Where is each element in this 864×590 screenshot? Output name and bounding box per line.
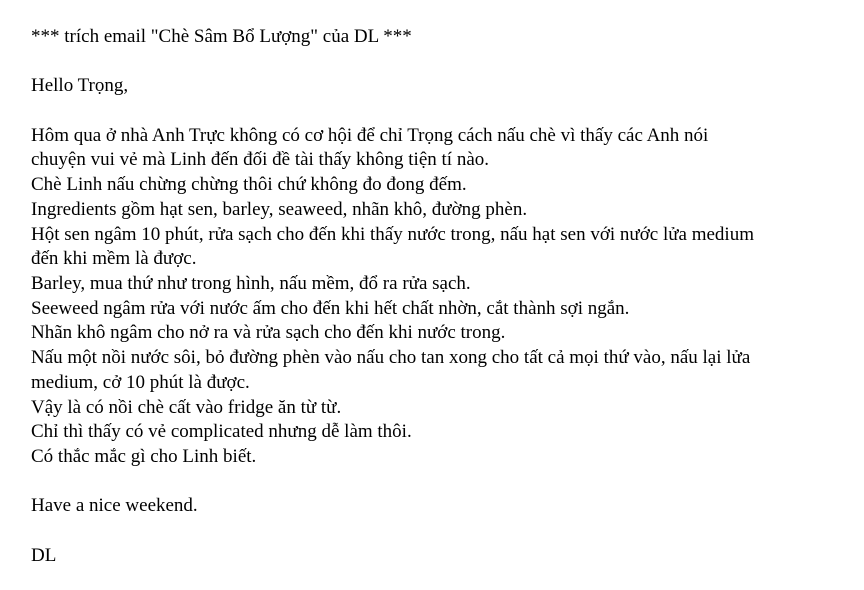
body-line: Vậy là có nồi chè cất vào fridge ăn từ từ.: [31, 396, 342, 418]
body-line: Nấu một nồi nước sôi, bỏ đường phèn vào nấu cho tan xong cho tất cả mọi thứ vào, nấu lại lửa: [31, 347, 751, 369]
greeting: Hello Trọng,: [31, 75, 129, 97]
blank-line: [31, 470, 861, 495]
email-document: [31, 25, 861, 568]
body-line: Chỉ thì thấy có vẻ complicated nhưng dễ làm thôi.: [31, 421, 412, 443]
blank-line: [31, 50, 861, 75]
body-line: Có thắc mắc gì cho Linh biết.: [31, 445, 257, 467]
email-body: [31, 124, 861, 470]
body-line: Chè Linh nấu chừng chừng thôi chứ không đo đong đếm.: [31, 174, 467, 196]
blank-line: [31, 519, 861, 544]
body-line: Barley, mua thứ như trong hình, nấu mềm, đổ ra rửa sạch.: [31, 273, 471, 294]
closing: Have a nice weekend.: [31, 495, 198, 517]
body-line: medium, cở 10 phút là được.: [31, 371, 250, 393]
blank-line: [31, 99, 861, 124]
body-line: chuyện vui vẻ mà Linh đến đối đề tài thấy không tiện tí nào.: [31, 149, 490, 171]
body-line: Seeweed ngâm rửa với nước ấm cho đến khi hết chất nhờn, cắt thành sợi ngắn.: [31, 297, 630, 319]
body-line: đến khi mềm là được.: [31, 248, 197, 270]
email-header: *** trích email "Chè Sâm Bổ Lượng" của DL ***: [31, 26, 412, 47]
body-line: Hôm qua ở nhà Anh Trực không có cơ hội để chỉ Trọng cách nấu chè vì thấy các Anh nói: [31, 124, 709, 146]
body-line: Nhãn khô ngâm cho nở ra và rửa sạch cho đến khi nước trong.: [31, 322, 506, 344]
signature: DL: [31, 544, 57, 566]
body-line: Ingredients gồm hạt sen, barley, seaweed, nhãn khô, đường phèn.: [31, 198, 528, 220]
body-line: Hột sen ngâm 10 phút, rửa sạch cho đến khi thấy nước trong, nấu hạt sen với nước lửa medium: [31, 223, 754, 245]
